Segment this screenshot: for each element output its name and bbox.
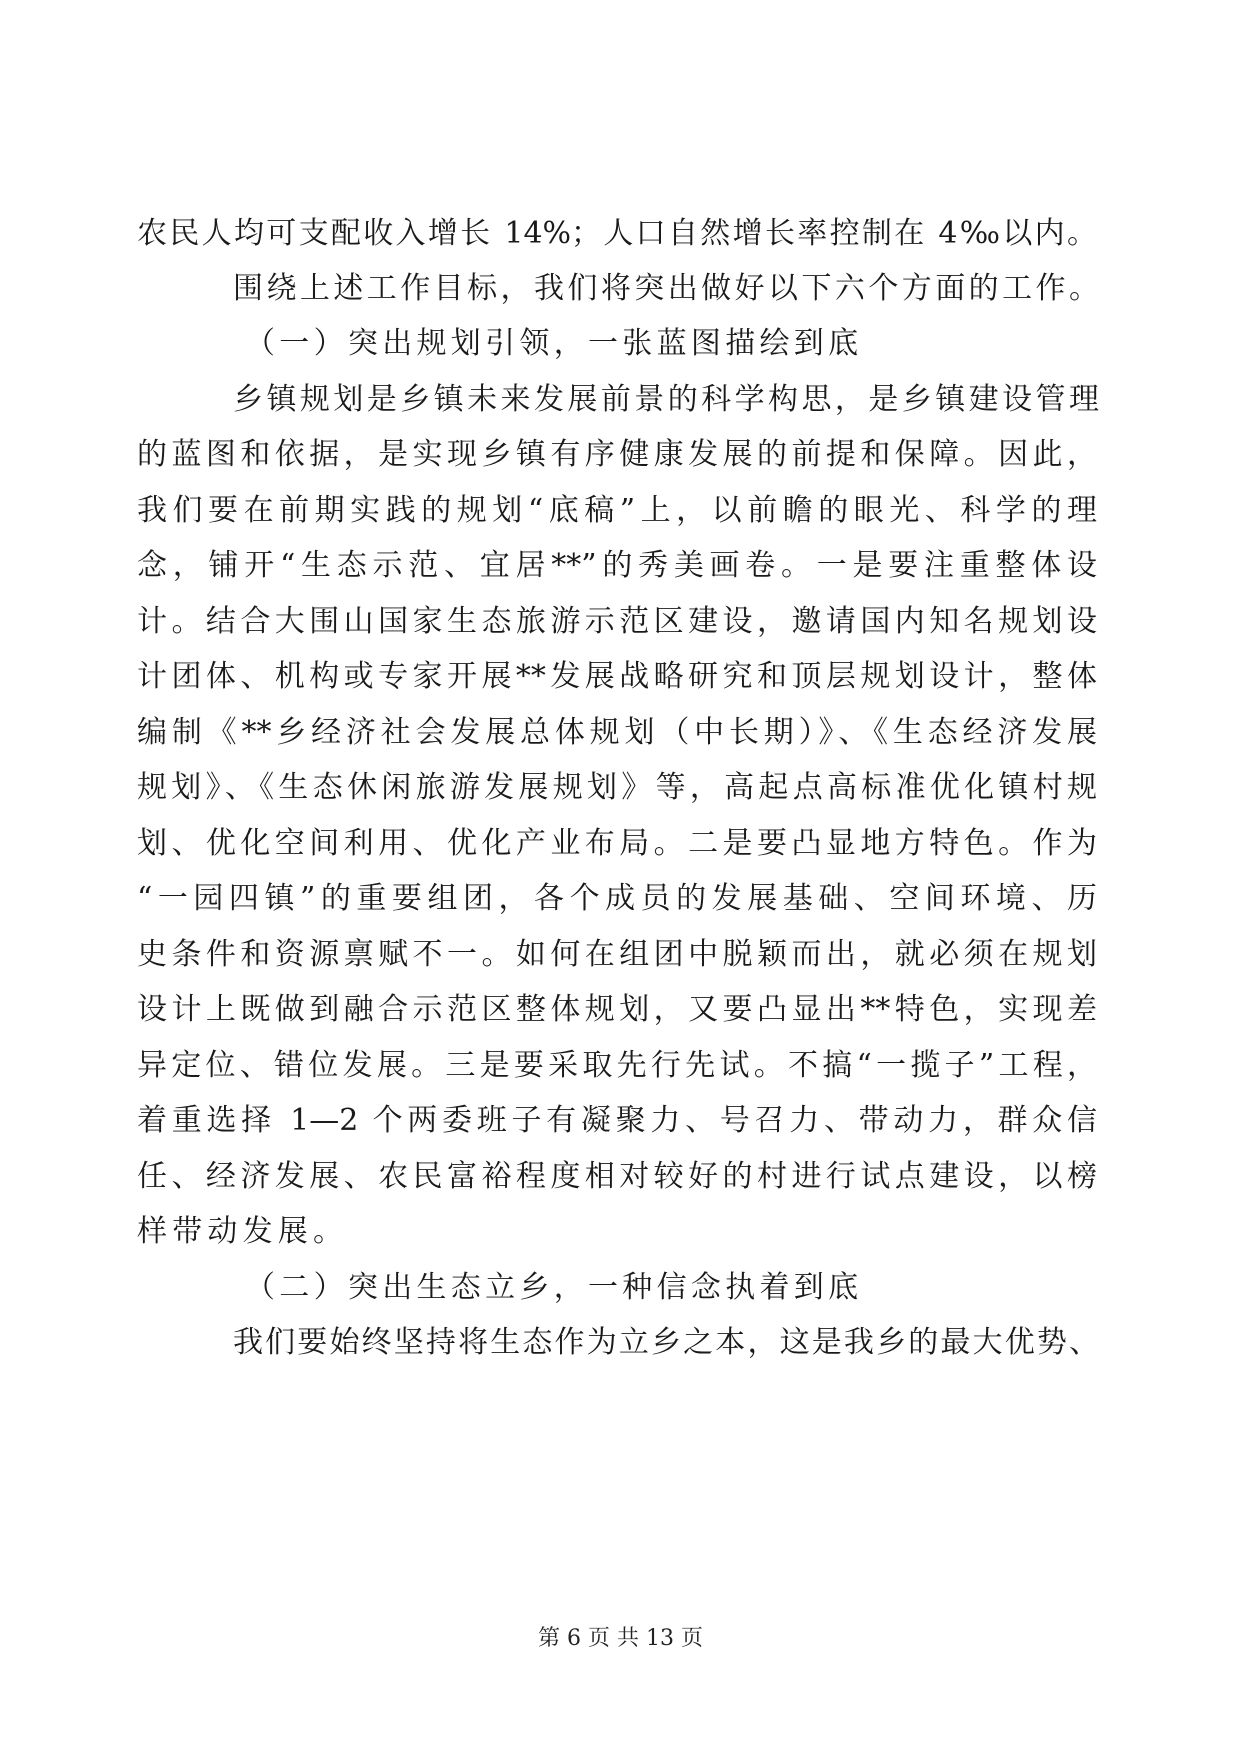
section-heading: （一）突出规划引领，一张蓝图描绘到底 — [245, 326, 863, 361]
body-line: “一园四镇”的重要组团，各个成员的发展基础、空间环境、历 — [137, 881, 1097, 916]
body-line: 计团体、机构或专家开展**发展战略研究和顶层规划设计，整体 — [137, 659, 1097, 694]
body-line: 着重选择 1—2 个两委班子有凝聚力、号召力、带动力，群众信 — [137, 1103, 1097, 1138]
body-line: 乡镇规划是乡镇未来发展前景的科学构思，是乡镇建设管理 — [233, 382, 1099, 417]
body-line: 样带动发展。 — [137, 1214, 349, 1249]
body-line: 编制《**乡经济社会发展总体规划（中长期）》、《生态经济发展 — [137, 715, 1097, 750]
body-line: 念，铺开“生态示范、宜居**”的秀美画卷。一是要注重整体设 — [137, 548, 1097, 583]
body-line: 设计上既做到融合示范区整体规划，又要凸显出**特色，实现差 — [137, 992, 1097, 1027]
body-line: 农民人均可支配收入增长 14%；人口自然增长率控制在 4‰以内。 — [137, 216, 1097, 251]
body-line: 划、优化空间利用、优化产业布局。二是要凸显地方特色。作为 — [137, 826, 1097, 861]
body-line: 任、经济发展、农民富裕程度相对较好的村进行试点建设，以榜 — [137, 1159, 1097, 1194]
body-line: 史条件和资源禀赋不一。如何在组团中脱颖而出，就必须在规划 — [137, 937, 1097, 972]
page-footer: 第 6 页 共 13 页 — [538, 1626, 703, 1651]
body-line: 我们要始终坚持将生态作为立乡之本，这是我乡的最大优势、 — [233, 1325, 1099, 1360]
section-heading: （二）突出生态立乡，一种信念执着到底 — [245, 1270, 863, 1305]
body-line: 我们要在前期实践的规划“底稿”上，以前瞻的眼光、科学的理 — [137, 493, 1097, 528]
body-line: 围绕上述工作目标，我们将突出做好以下六个方面的工作。 — [233, 271, 1099, 306]
body-line: 规划》、《生态休闲旅游发展规划》等，高起点高标准优化镇村规 — [137, 770, 1097, 805]
body-line: 计。结合大围山国家生态旅游示范区建设，邀请国内知名规划设 — [137, 604, 1097, 639]
body-line: 异定位、错位发展。三是要采取先行先试。不搞“一揽子”工程， — [137, 1048, 1097, 1083]
body-line: 的蓝图和依据，是实现乡镇有序健康发展的前提和保障。因此， — [137, 437, 1097, 472]
